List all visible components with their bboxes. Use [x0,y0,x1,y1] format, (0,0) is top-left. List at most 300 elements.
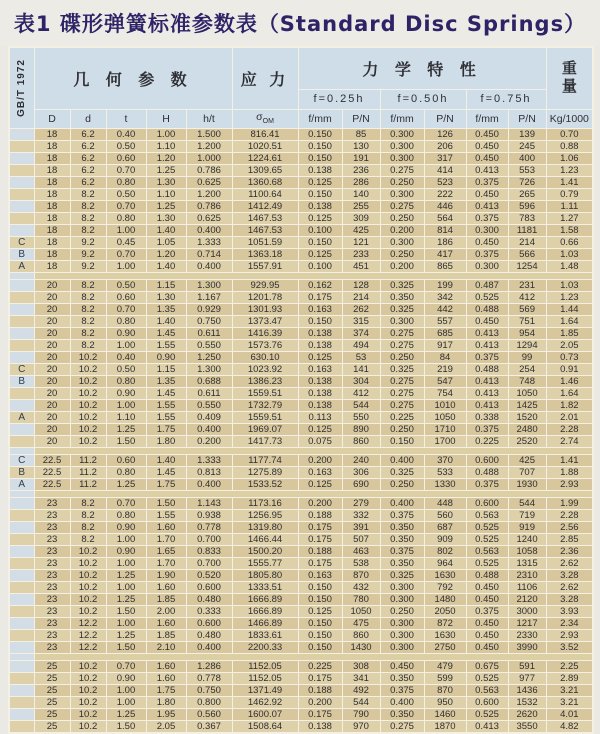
table-cell: 20 [34,411,70,423]
table-cell: 0.375 [466,478,508,490]
table-cell: 0.563 [466,509,508,521]
table-cell: 0.80 [106,212,146,224]
table-cell: 9.2 [70,248,106,260]
table-cell: 1.00 [106,224,146,236]
table-cell: 860 [342,435,380,447]
table-row [9,140,593,152]
table-cell: 1.25 [106,569,146,581]
table-cell: 0.90 [146,351,186,363]
table-cell: 308 [342,660,380,672]
header-mechanical: 力 学 特 性 [298,47,546,89]
table-cell: 2050 [424,605,466,617]
table-cell: 0.350 [380,291,424,303]
table-cell: 1.30 [146,291,186,303]
table-cell: 1.45 [146,327,186,339]
table-cell: 0.175 [298,672,342,684]
table-cell: 1.333 [186,236,232,248]
table-cell: 0.688 [186,375,232,387]
table-cell: 1240 [508,533,546,545]
table-cell: 0.325 [380,569,424,581]
table-cell: 18 [34,236,70,248]
table-cell: 1.60 [146,672,186,684]
row-marker-cell [9,351,34,363]
table-cell: 0.325 [380,303,424,315]
table-row [9,128,593,140]
table-cell: 0.138 [298,387,342,399]
table-cell: 1386.23 [232,375,298,387]
table-cell: 1.10 [146,140,186,152]
table-cell: 219 [424,363,466,375]
table-cell: 12.2 [70,617,106,629]
table-body [9,128,593,733]
col-D: D [34,109,70,128]
table-cell: 919 [508,521,546,533]
row-marker-cell [9,605,34,617]
table-cell: 929.95 [232,279,298,291]
row-marker-cell: C [9,363,34,375]
table-cell: 0.300 [380,128,424,140]
table-cell: 1.35 [146,375,186,387]
table-cell: 523 [424,176,466,188]
table-cell: 1436 [508,684,546,696]
table-cell: 1.50 [106,605,146,617]
table-cell: 1.50 [106,435,146,447]
table-cell: 10.2 [70,569,106,581]
standard-label: GB/T 1972 [9,47,34,128]
table-cell: 85 [342,128,380,140]
table-cell: 1600.07 [232,708,298,720]
table-row [9,454,593,466]
table-cell: 0.300 [380,140,424,152]
table-cell: 719 [508,509,546,521]
table-cell: 0.138 [298,375,342,387]
table-cell: 25 [34,708,70,720]
table-cell: 4.01 [546,708,593,720]
table-cell: 1.80 [146,435,186,447]
table-cell: 2750 [424,641,466,653]
table-cell: 1466.44 [232,533,298,545]
table-cell: 0.91 [546,363,593,375]
table-cell: 1.500 [186,128,232,140]
table-cell: 1.10 [106,411,146,423]
table-cell: 2.56 [546,521,593,533]
table-cell: 0.80 [106,466,146,478]
table-cell: 0.70 [106,497,146,509]
table-cell: 1557.91 [232,260,298,272]
table-cell: 557 [424,315,466,327]
table-cell: 23 [34,497,70,509]
table-cell: 18 [34,140,70,152]
table-cell: 279 [342,497,380,509]
table-cell: 20 [34,387,70,399]
table-cell: 1275.89 [232,466,298,478]
table-cell: 0.70 [546,128,593,140]
table-cell: 20 [34,423,70,435]
table-cell: 2.00 [146,605,186,617]
table-cell: 1.50 [106,641,146,653]
table-cell: 1.41 [546,454,593,466]
table-cell: 23 [34,581,70,593]
table-cell: 417 [424,248,466,260]
table-cell: 0.45 [106,236,146,248]
table-cell: 1.200 [186,188,232,200]
table-cell: 0.300 [466,260,508,272]
table-cell: 0.70 [106,660,146,672]
table-row [9,696,593,708]
table-row [9,188,593,200]
table-row [9,720,593,733]
table-cell: 0.275 [380,339,424,351]
table-cell: 0.778 [186,521,232,533]
header-weight: 重 量 [546,47,593,109]
table-cell: 2520 [508,435,546,447]
table-cell: 8.2 [70,303,106,315]
table-cell: 370 [424,454,466,466]
table-cell: 0.450 [466,236,508,248]
table-cell: 0.400 [186,224,232,236]
col-weight-unit: Kg/1000 [546,109,593,128]
table-cell: 304 [342,375,380,387]
table-cell: 23 [34,521,70,533]
table-cell: 4.82 [546,720,593,733]
table-cell: 22.5 [34,478,70,490]
table-cell: 23 [34,545,70,557]
table-cell: 1.00 [106,684,146,696]
table-cell: 1430 [342,641,380,653]
table-cell: 0.90 [106,672,146,684]
table-cell: 0.225 [298,660,342,672]
table-cell: 1177.74 [232,454,298,466]
table-cell: 0.611 [186,327,232,339]
table-cell: 1559.51 [232,411,298,423]
table-cell: 0.125 [298,176,342,188]
table-cell: 0.113 [298,411,342,423]
table-cell: 10.2 [70,684,106,696]
table-cell: 20 [34,351,70,363]
table-cell: 1363.18 [232,248,298,260]
table-cell: 8.2 [70,212,106,224]
table-cell: 1.85 [546,327,593,339]
table-cell: 0.200 [380,224,424,236]
table-cell: 332 [342,509,380,521]
table-row [9,291,593,303]
table-cell: 1.75 [146,684,186,696]
table-cell: 479 [424,660,466,672]
table-cell: 10.2 [70,605,106,617]
table-cell: 1181 [508,224,546,236]
row-marker-cell: C [9,236,34,248]
table-cell: 0.375 [466,423,508,435]
table-cell: 18 [34,152,70,164]
table-cell: 1.300 [186,279,232,291]
table-cell: 265 [508,188,546,200]
table-cell: 99 [508,351,546,363]
table-cell: 569 [508,303,546,315]
row-marker-cell [9,629,34,641]
table-cell: 0.90 [106,545,146,557]
table-cell: 0.563 [466,545,508,557]
table-cell: 2.62 [546,557,593,569]
table-cell: 1.30 [146,212,186,224]
table-cell: 18 [34,212,70,224]
table-cell: 8.2 [70,339,106,351]
table-row [9,684,593,696]
table-cell: 0.300 [380,236,424,248]
table-cell: 1309.65 [232,164,298,176]
table-cell: 1.65 [146,545,186,557]
row-marker-cell [9,200,34,212]
table-cell: 0.700 [186,557,232,569]
table-cell: 1.11 [546,200,593,212]
table-cell: 890 [342,423,380,435]
table-cell: 0.275 [380,327,424,339]
table-cell: 1.00 [106,339,146,351]
table-cell: 1467.53 [232,212,298,224]
table-cell: 342 [424,291,466,303]
table-row [9,152,593,164]
table-cell: 0.487 [466,279,508,291]
table-cell: 0.200 [380,260,424,272]
table-cell: 1.00 [106,260,146,272]
table-row [9,411,593,423]
table-cell: 0.786 [186,164,232,176]
table-cell: 10.2 [70,375,106,387]
table-cell: 0.600 [466,454,508,466]
table-row [9,423,593,435]
table-cell: 566 [508,248,546,260]
table-row [9,478,593,490]
table-cell: 0.300 [380,315,424,327]
table-row [9,279,593,291]
table-cell: 3.21 [546,696,593,708]
table-cell: 0.250 [380,423,424,435]
table-row [9,164,593,176]
group-spacer-row [9,653,593,660]
table-cell: 970 [342,720,380,733]
table-cell: 8.2 [70,279,106,291]
table-row [9,593,593,605]
table-cell: 0.563 [466,684,508,696]
table-cell: 0.833 [186,545,232,557]
table-cell: 790 [342,708,380,720]
table-cell: 199 [424,279,466,291]
table-cell: 11.2 [70,466,106,478]
table-cell: 6.2 [70,140,106,152]
table-cell: 1.27 [546,212,593,224]
row-marker-cell [9,617,34,629]
table-cell: 0.90 [106,387,146,399]
table-cell: 0.413 [466,200,508,212]
table-cell: 0.80 [106,315,146,327]
table-cell: 22.5 [34,454,70,466]
table-cell: 0.90 [106,521,146,533]
table-cell: 1.45 [146,387,186,399]
table-cell: 0.750 [186,315,232,327]
table-cell: 1333.51 [232,581,298,593]
table-cell: 2.28 [546,509,593,521]
table-cell: 231 [508,279,546,291]
table-header [9,47,593,128]
table-cell: 1.06 [546,152,593,164]
row-marker-cell [9,279,34,291]
table-cell: 10.2 [70,581,106,593]
table-cell: 10.2 [70,423,106,435]
table-cell: 872 [424,617,466,629]
table-cell: 1023.92 [232,363,298,375]
table-cell: 1555.77 [232,557,298,569]
table-cell: 0.488 [466,466,508,478]
table-cell: 0.150 [298,236,342,248]
table-row [9,315,593,327]
col-f-050: f/mm [380,109,424,128]
table-cell: 0.188 [298,684,342,696]
table-cell: 0.375 [380,684,424,696]
table-cell: 0.150 [298,629,342,641]
table-cell: 10.2 [70,593,106,605]
table-cell: 1.143 [186,497,232,509]
table-cell: 18 [34,260,70,272]
row-marker-cell [9,224,34,236]
table-cell: 544 [342,399,380,411]
table-cell: 1294 [508,339,546,351]
table-cell: 0.138 [298,164,342,176]
table-cell: 2.28 [546,423,593,435]
table-cell: 309 [342,212,380,224]
table-cell: 0.200 [298,497,342,509]
table-row [9,375,593,387]
table-cell: 1.00 [106,696,146,708]
table-cell: 0.488 [466,303,508,315]
table-cell: 20 [34,291,70,303]
table-cell: 18 [34,128,70,140]
table-cell: 0.413 [466,327,508,339]
group-spacer-row [9,447,593,454]
row-marker-cell: B [9,466,34,478]
table-cell: 0.350 [380,672,424,684]
table-cell: 533 [424,466,466,478]
table-cell: 255 [342,200,380,212]
table-cell: 20 [34,315,70,327]
table-cell: 1417.73 [232,435,298,447]
table-cell: 1573.76 [232,339,298,351]
table-cell: 1.286 [186,660,232,672]
table-cell: 3.28 [546,593,593,605]
row-marker-cell [9,545,34,557]
table-cell: 0.714 [186,248,232,260]
table-cell: 1416.39 [232,327,298,339]
table-cell: 1360.68 [232,176,298,188]
table-cell: 23 [34,617,70,629]
table-cell: 18 [34,224,70,236]
table-cell: 1480 [424,593,466,605]
table-cell: 1106 [508,581,546,593]
table-row [9,708,593,720]
table-cell: 0.400 [186,478,232,490]
col-t: t [106,109,146,128]
table-cell: 1.25 [106,423,146,435]
table-cell: 0.138 [298,399,342,411]
table-cell: 0.150 [298,641,342,653]
table-cell: 1.60 [146,581,186,593]
table-cell: 8.2 [70,200,106,212]
table-cell: 0.150 [298,617,342,629]
table-cell: 0.150 [298,152,342,164]
table-cell: 20 [34,375,70,387]
table-cell: 0.125 [298,351,342,363]
table-cell: 1224.61 [232,152,298,164]
table-cell: 1050 [424,411,466,423]
table-cell: 599 [424,672,466,684]
table-cell: 2480 [508,423,546,435]
table-cell: 10.2 [70,696,106,708]
table-cell: 1930 [508,478,546,490]
table-cell: 121 [342,236,380,248]
table-cell: 0.79 [546,188,593,200]
table-cell: 2120 [508,593,546,605]
table-cell: 317 [424,152,466,164]
table-cell: 1700 [424,435,466,447]
table-cell: 18 [34,164,70,176]
table-cell: 0.138 [298,339,342,351]
table-cell: 0.250 [380,605,424,617]
row-marker-cell [9,569,34,581]
table-cell: 0.150 [298,188,342,200]
table-cell: 1319.80 [232,521,298,533]
table-cell: 18 [34,176,70,188]
table-cell: 6.2 [70,152,106,164]
table-cell: 1.45 [146,466,186,478]
table-cell: 0.275 [380,399,424,411]
table-cell: 25 [34,720,70,733]
table-cell: 0.325 [380,363,424,375]
table-cell: 214 [508,236,546,248]
table-cell: 6.2 [70,128,106,140]
table-cell: 0.413 [466,339,508,351]
table-cell: 547 [424,375,466,387]
table-cell: 0.600 [186,581,232,593]
table-cell: 1.167 [186,291,232,303]
row-marker-cell [9,399,34,411]
table-cell: 0.413 [466,387,508,399]
table-cell: 10.2 [70,387,106,399]
table-cell: 870 [424,684,466,696]
table-cell: 707 [508,466,546,478]
table-cell: 214 [342,291,380,303]
table-cell: 1710 [424,423,466,435]
table-cell: 233 [342,248,380,260]
table-cell: 0.600 [466,497,508,509]
header-deflection-050: f=0.50h [380,89,466,109]
table-cell: 1.48 [546,260,593,272]
table-cell: 400 [508,152,546,164]
table-cell: 0.375 [466,176,508,188]
table-cell: 20 [34,327,70,339]
table-cell: 412 [508,291,546,303]
table-cell: 432 [342,581,380,593]
table-cell: 8.2 [70,533,106,545]
table-cell: 2620 [508,708,546,720]
table-cell: 1.25 [106,708,146,720]
table-cell: 0.450 [466,188,508,200]
row-marker-cell [9,581,34,593]
table-cell: 475 [342,617,380,629]
table-cell: 23 [34,569,70,581]
table-cell: 0.150 [298,315,342,327]
table-cell: 0.929 [186,303,232,315]
table-cell: 2.25 [546,660,593,672]
table-row [9,581,593,593]
table-row [9,641,593,653]
